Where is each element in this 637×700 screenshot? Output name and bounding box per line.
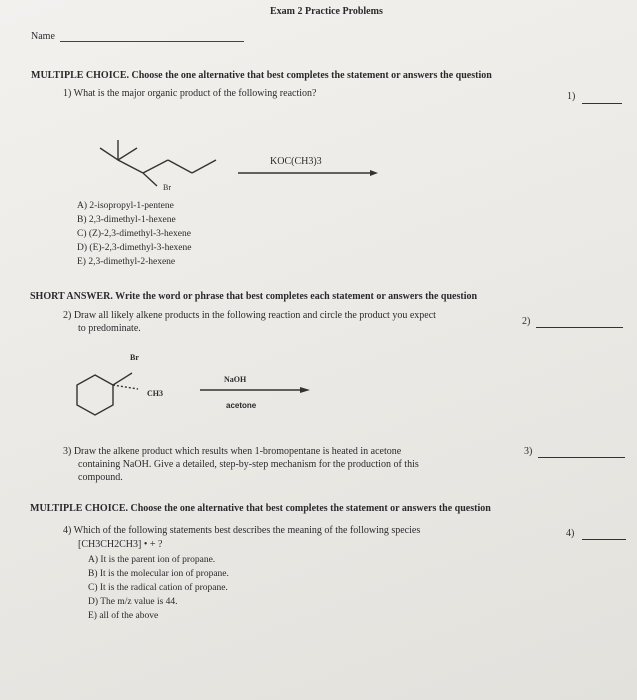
- q2-solvent-label: acetone: [226, 401, 257, 410]
- question-1-number: 1): [567, 91, 576, 102]
- q4-option-d: D) The m/z value is 44.: [88, 597, 178, 607]
- q1-option-b: B) 2,3-dimethyl-1-hexene: [77, 215, 176, 225]
- q4-option-e: E) all of the above: [88, 611, 159, 621]
- c-br-bond-2: [113, 373, 132, 385]
- q1-option-c: C) (Z)-2,3-dimethyl-3-hexene: [77, 229, 191, 239]
- question-3-number: 3): [524, 446, 533, 457]
- q1-option-e: E) 2,3-dimethyl-2-hexene: [77, 257, 176, 267]
- question-3-text-line3: compound.: [78, 472, 123, 483]
- question-2-answer-line: [536, 327, 623, 328]
- question-4-answer-line: [582, 539, 626, 540]
- c-ch3-hashed-bond: [113, 385, 138, 389]
- q2-br-label: Br: [130, 353, 139, 362]
- q1-reagent-label: KOC(CH3)3: [270, 156, 322, 167]
- q4-option-a: A) It is the parent ion of propane.: [88, 555, 216, 565]
- c-c-bond-to-brominated-carbon: [118, 160, 143, 173]
- q1-option-d: D) (E)-2,3-dimethyl-3-hexene: [77, 243, 192, 253]
- question-3-answer-line: [538, 457, 625, 458]
- question-2-text-line1: 2) Draw all likely alkene products in the following reaction and circle the product you expect: [63, 310, 436, 321]
- page-title: Exam 2 Practice Problems: [270, 6, 383, 17]
- q4-option-c: C) It is the radical cation of propane.: [88, 583, 228, 593]
- q4-option-b: B) It is the molecular ion of propane.: [88, 569, 229, 579]
- question-4-text-line1: 4) Which of the following statements best describes the meaning of the following species: [63, 525, 421, 536]
- question-4-text-line2: [CH3CH2CH3] • + ?: [78, 539, 163, 550]
- isopropyl-bonds: [100, 140, 118, 160]
- cyclohexane-ring: [77, 375, 113, 415]
- c-br-bond: [143, 173, 157, 186]
- question-4-number: 4): [566, 528, 575, 539]
- reaction-arrowhead-2: [300, 387, 310, 393]
- question-3-text-line2: containing NaOH. Give a detailed, step-by-step mechanism for the production of this: [78, 459, 419, 470]
- q1-option-a: A) 2-isopropyl-1-pentene: [77, 201, 174, 211]
- section-heading-multiple-choice-2: MULTIPLE CHOICE. Choose the one alternative that best completes the statement or answers the question: [30, 503, 491, 514]
- section-heading-multiple-choice-1: MULTIPLE CHOICE. Choose the one alternative that best completes the statement or answers the question: [31, 70, 492, 81]
- question-3-text-line1: 3) Draw the alkene product which results when 1-bromopentane is heated in acetone: [63, 446, 402, 457]
- q2-ch3-label: CH3: [147, 389, 163, 398]
- question-2-text-line2: to predominate.: [78, 323, 141, 334]
- reaction-arrowhead-1: [370, 170, 378, 176]
- name-label: Name: [31, 31, 55, 42]
- q1-leaving-group-label: Br: [163, 183, 171, 192]
- section-heading-short-answer: SHORT ANSWER. Write the word or phrase that best completes each statement or answers the question: [30, 291, 478, 302]
- question-2-number: 2): [522, 316, 531, 327]
- question-1-text: 1) What is the major organic product of the following reaction?: [63, 88, 317, 99]
- q2-reagent-label: NaOH: [224, 375, 247, 384]
